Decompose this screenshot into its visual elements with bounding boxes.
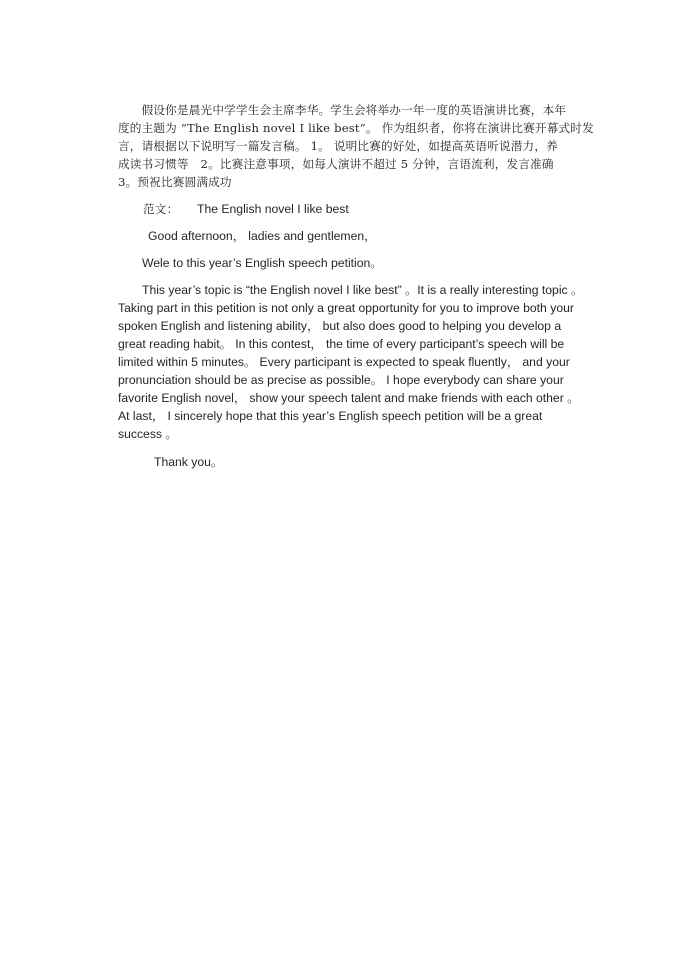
body-line-2: Taking part in this petition is not only a great opportunity for you to improve both your — [118, 301, 574, 315]
body-line-8: At last， I sincerely hope that this year’s English speech petition will be a great — [118, 409, 543, 423]
prompt-line-3: 言，请根据以下说明写一篇发言稿。 1。 说明比赛的好处，如提高英语听说潜力，养 — [118, 139, 558, 153]
body-line-1: This year’s topic is “the English novel I like best” 。It is a really interesting topic 。 — [142, 283, 584, 297]
body-line-6: pronunciation should be as precise as possible。 I hope everybody can share your — [118, 373, 564, 387]
body-line-7: favorite English novel， show your speech talent and make friends with each other 。 — [118, 391, 580, 405]
body-line-5: limited within 5 minutes。 Every participant is expected to speak fluently， and your — [118, 355, 570, 369]
prompt-line-1: 假设你是晨光中学学生会主席李华。学生会将举办一年一度的英语演讲比赛，本年 — [118, 103, 567, 117]
prompt-line-4: 成读书习惯等 2。比赛注意事项，如每人演讲不超过 5 分钟，言语流利，发言准确 — [118, 157, 554, 171]
body-line-4: great reading habit。 In this contest， the time of every participant’s speech will be — [118, 337, 565, 351]
welcome-line: Wele to this year’s English speech petition。 — [142, 256, 383, 270]
body-line-3: spoken English and listening ability， but also does good to helping you develop a — [118, 319, 562, 333]
greeting: Good afternoon， ladies and gentlemen， — [148, 229, 377, 243]
sample-label: 范文： — [143, 202, 179, 216]
prompt-line-2: 度的主题为 “The English novel I like best”。 作为组织者，你将在演讲比赛开幕式时发 — [118, 121, 594, 135]
prompt-line-5: 3。预祝比赛圆满成功 — [118, 175, 232, 189]
body-line-9: success 。 — [118, 427, 178, 441]
sample-title: The English novel I like best — [197, 202, 349, 216]
closing-line: Thank you。 — [154, 455, 224, 469]
